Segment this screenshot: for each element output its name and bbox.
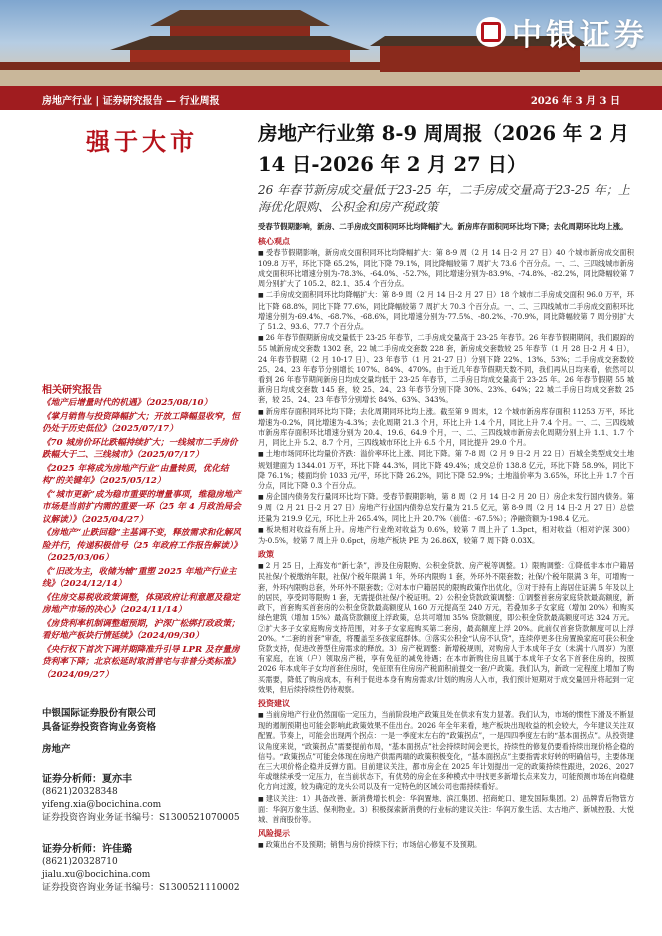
analyst-phone: (8621)20328348 (42, 787, 118, 797)
related-report-link[interactable]: 《“城市更新”成为稳市重要的增量事项，维稳房地产市场是当前扩内需的重要一环（25 年 4 月政治局会议解读）》（2025/04/27） (42, 489, 241, 525)
section-heading: 政策 (258, 549, 274, 560)
related-report-link[interactable]: 《央行权下首次下调并期降准升引导 LPR 及存量房贷利率下降；北京松延时取消普宅与非普分类标准》（2024/09/27） (42, 644, 240, 680)
section-paragraph: ■ 建议关注：1）具备改善、新消费增长机会：华润置地、滨江集团、招商蛇口、建发国际集团。2）品牌背后物管方面：华润万象生活、保利物业。3）积极探索新消费的行业标的建议关注：华润万象生活、太古地产、新城控股、大悦城、首商股份等。 (258, 794, 634, 826)
section-paragraph: ■ 新房库存面积同环比均下降；去化周期同环比均上涨。截至第 9 周末，12 个城市新房库存面积 11253 万平，环比增速为-0.2%，同比增速为-4.3%；去化周期 21.3 个月，环比上升 1.4 个月，同比上升 7.4 个月。一、二、三四线城市新房库存面积环比增速分别为 20.4、19.6、64.9 个月，一、二、三四线城市新房去化周期分别上升 1.1、1.7 个月，同比上升 5.2、8.7 个月，三四线城市环比上升 6.5 个月，同比提升 29.0 个月。 (258, 407, 634, 449)
section-paragraph: ■ 26 年春节假期新房成交量低于 23-25 年春节，二手房成交量高于 23-25 年春节。26 年春节假期期间，我们跟踪的 55 城新房成交套数 1302 套，22 城二手房成交套数 228 套，新房成交套数较 25 年春节（1 月 28 日-2 月 4 日），24 年春节假期（2 月 10-17 日）、23 年春节（1 月 21-27 日）分别下降 22%、13%、53%；二手房成交套数较 25、24、23 年春节分别增长 107%、84%、470%。由于近几年春节假期天数不同，我们再从日均来看，依然可以看到 26 年春节期间新房日均成交量均低于 23-25 年春节，二手房日均成交量高于 23-25 年。26 年春节假期 55 城新房日均成交套数 145 套，较 25、24、23 年春节分别下降 30%、23%、64%；22 城二手房日均成交套数 25 套，较 25、24、23 年春节分别增长 84%、63%、343%。 (258, 333, 634, 405)
main-column (258, 118, 634, 851)
analyst-phone: (8621)20328710 (42, 857, 118, 867)
analyst-card (42, 843, 242, 895)
analyst-cert: 证券投资咨询业务证书编号：S1300521070005 (42, 813, 240, 823)
header-band (0, 86, 662, 110)
related-report-link[interactable]: 《地产后增量时代的机遇》（2025/08/10） (42, 398, 213, 408)
firm-name: 中银国际证券股份有限公司 具备证券投资咨询业务资格 (42, 708, 157, 733)
section-paragraph: ■ 当前房地产行业仍然面临一定压力，当前阶段地产政策且处在供求有发力显著。我们认为，市场的惯性下滑及不断显现的遏制预期也可能会影响此政策效果不佳出台。2026 年全年来看，地产板块出现收益的机会较大，今年建议关注双配置。节奏上，可能会出现两个拐点：一是一季度末左右的“政策拐点”，一是四四季度左右的“基本面拐点”。从投资建议角度来说，“政策拐点”需要提前布局，“基本面拐点”社会持续时间会更长，持续性的修复仍要看持续出现价格企稳的信号。“政策拐点”可能会体现在房地产供需两端的政策积极变化，“基本面拐点”主要指需求好转的明确信号，主要体现在三大项价格企稳并反弹方面。目前建议关注，都市房企在 2025 年计划提出一定的政策持续性跟进，2026、2027 年或继续承受一定压力，在当前状态下，有优势的房企在多种模式中寻找更多新增长点来发力，可能预测市场在向稳健化方向过渡，较为确定的龙头公司以及有一定特色的区域公司也需持续看好。 (258, 710, 634, 793)
related-list (42, 397, 242, 681)
lead-summary: 受春节假期影响，新房、二手房成交面积同环比均降幅扩大。新房库存面积同环比均下降；去化周期环比均上涨。 (258, 222, 628, 231)
section-paragraph: ■ 土地市场同环比均量价齐跌：溢价率环比上涨、同比下降。第 7-8 周（2 月 9 日-2 月 22 日）百城全类型成交土地规划建面为 1344.01 万平，环比下降 44.3%，同比下降 49.4%；成交总价 138.8 亿元，环比下降 58.9%，同比下降 76.1%；楼面均价 1033 元/平，环比下降 26.2%，同比下降 52.9%；土地溢价率为 3.65%，环比上升 1.7 个百分点，同比下降 0.3 个百分点。 (258, 449, 634, 491)
analyst-email[interactable]: jialu.xu@bocichina.com (42, 870, 151, 880)
related-report-link[interactable]: 《房贷利率机制调整超预期，沪深广松绑打政政策；看好地产板块行情延续》（2024/09/30） (42, 618, 240, 641)
related-report-link[interactable]: 《70 城房价环比跌幅持续扩大；一线城市二手房价跌幅大于二、三线城市》（2025/07/17） (42, 437, 238, 460)
section-paragraph: ■ 2 月 25 日，上海发布“新七条”，涉及住房限购、公积金贷款、房产税等调整。1）限购调整：①降低非本市户籍居民社保/个税缴纳年限，社保/个税年限满 1 年，外环内限购 1 套，外环外不限套数；社保/个税年限满 3 年，可增购一套，外环内限购总套，外环外不限套数；②对本市户籍居民的限购政策作出优化，③对于持有上海居住证满 5 年及以上的居民，享受同等限购 1 套，无需提供社保/个税证明。2）公积金贷款政策调整：①调整首套房家庭贷款最高额度，新政下，首套购买首套房的公积金贷款最高额度从 160 万元提高至 240 万元，若叠加多子女家庭（增加 20%）和购买绿色建筑（增加 15%）最高贷款额度上浮政策，总共可增加 35% 贷款额度，即公积金贷款最高额度可达 324 万元。②扩大多子女家庭购房支持范围，对多子女家庭购买第二套房，最高额度上浮 20%。此前仅首套贷款额度可以上浮 20%。“二套的首套”审查，将覆盖至多孩家庭群体。③落实公积金“认房不认贷”，连续停更多住房置换家庭可获公积金贷款支持，促进改善型住房需求的释放。3）房产税调整：新增税规则，对购房人于本成年子女（未满十八周岁）为原有家庭，在该（户）领取房产税，享有免征的减免待遇；在本市新购住房且属于本成年子女名下首套住房的，按照 2026 年本成年子女均首套住房时，免征原有住房房产税面积前提交一套/户政策。我们认为，新政一定程度上增加了购买需要，降低了购房成本，有利于促进本身有购房需求/计划的购房人入市，我们预计短期对于成交量回升将起到一定效果，但后续持续性仍待观察。 (258, 561, 634, 695)
analyst-cert: 证券投资咨询业务证书编号：S1300521110002 (42, 883, 240, 893)
report-category: 房地产行业 | 证券研究报告 — 行业周报 (42, 96, 220, 107)
report-subtitle: 26 年春节新房成交量低于23-25 年，二手房成交量高于23-25 年；上海优化限购、公积金和房产税政策 (258, 183, 630, 214)
section-heading: 投资建议 (258, 697, 290, 708)
related-report-link[interactable]: 《“旧改为主，收储为辅”重塑 2025 年地产行业主线》（2024/12/14） (42, 566, 237, 589)
sector-label: 房地产 (42, 744, 71, 755)
report-body (258, 236, 634, 852)
analyst-name: 证券分析师：夏亦丰 (42, 774, 132, 785)
section-paragraph: ■ 受春节假期影响，新房成交面积同环比均降幅扩大：第 8-9 周（2 月 14 日-2 月 27 日）40 个城市新房成交面积 109.8 万平，环比下降 65.2%，同比下降 79.1%，同比降幅较第 7 周扩大 73.6 个百分点。一、二、三四线城市新房成交面积环比增速分别为-78.3%、-64.0%、-52.7%，同比增速分别为-83.9%、-74.8%、-82.2%，同比降幅较第 7 周分别扩大了 105.2、82.1、35.4 个百分点。 (258, 248, 634, 290)
report-title: 房地产行业第 8-9 周周报（2026 年 2 月 14 日-2026 年 2 月 27 日） (258, 122, 630, 176)
analyst-list (42, 773, 242, 895)
section-paragraph: ■ 房企国内债务发行量同环比均下降。受春节假期影响，第 8 周（2 月 14 日-2 月 20 日）房企未发行国内债务。第 9 周（2 月 21 日-2 月 27 日）房地产行业国内债券总发行量为 21.5 亿元，第 8-9 周（2 月 14 日-2 月 27 日）总偿还量为 219.9 亿元，环比上升 265.4%，同比上升 20.7%（前值：-67.5%）；净融资额为-198.4 亿元。 (258, 492, 634, 524)
report-date: 2026 年 3 月 3 日 (530, 96, 620, 107)
section-heading: 核心观点 (258, 235, 290, 246)
brand-name: 中银证券 (512, 18, 648, 53)
section-paragraph: ■ 二手房成交面积同环比均降幅扩大：第 8-9 周（2 月 14 日-2 月 27 日）18 个城市二手房成交面积 96.0 万平，环比下降 68.8%，同比下降 77.6%，同比降幅较第 7 周扩大 70.3 个百分点。一、二、三四线城市二手房成交面积环比增速分别为-69.4%、-68.7%、-68.6%，同比增速分别为-77.5%、-80.2%、-70.9%，同比降幅较第 7 周分别扩大了 51.2、93.6、77.7 个百分点。 (258, 290, 634, 332)
left-column (42, 118, 242, 895)
boc-logo-icon (476, 17, 506, 47)
related-report-link[interactable]: 《掌月销售与投资降幅扩大；开放工降幅显收窄，恒仍处于历史低位》（2025/07/17） (42, 411, 240, 434)
rating: 强于大市 (86, 127, 198, 156)
analyst-card (42, 773, 242, 825)
related-report-link[interactable]: 《房地产“止跌回稳”主基调不变，释放需求和化解风险并行，传递积极信号（25 年政府工作报告解读）》（2025/03/06） (42, 528, 242, 563)
section-paragraph: ■ 板块相对收益有所上升。房地产行业绝对收益为 0.6%，较第 7 周上升了 1.3pct，相对收益（相对沪深 300）为-0.5%，较第 7 周上升 0.6pct，房地产板块 PE 为 26.86X，较第 7 周下降 0.03X。 (258, 525, 634, 546)
analyst-name: 证券分析师：许佳璐 (42, 844, 132, 855)
section-paragraph: ■ 政策出台不及预期；销售与房价持续下行；市场信心修复不及预期。 (258, 840, 634, 851)
related-report-link[interactable]: 《2025 年将成为房地产行业“由量转质，优化结构”的关键年》（2025/05/12） (42, 463, 229, 486)
analyst-email[interactable]: yifeng.xia@bocichina.com (42, 800, 162, 810)
brand-logo (476, 10, 648, 54)
section-heading: 风险提示 (258, 828, 290, 839)
hero-banner (0, 0, 662, 86)
related-heading: 相关研究报告 (42, 385, 102, 396)
related-report-link[interactable]: 《住房交易税收政策调整，体现政府让利意愿及稳定房地产市场的决心》（2024/11/14） (42, 592, 240, 615)
